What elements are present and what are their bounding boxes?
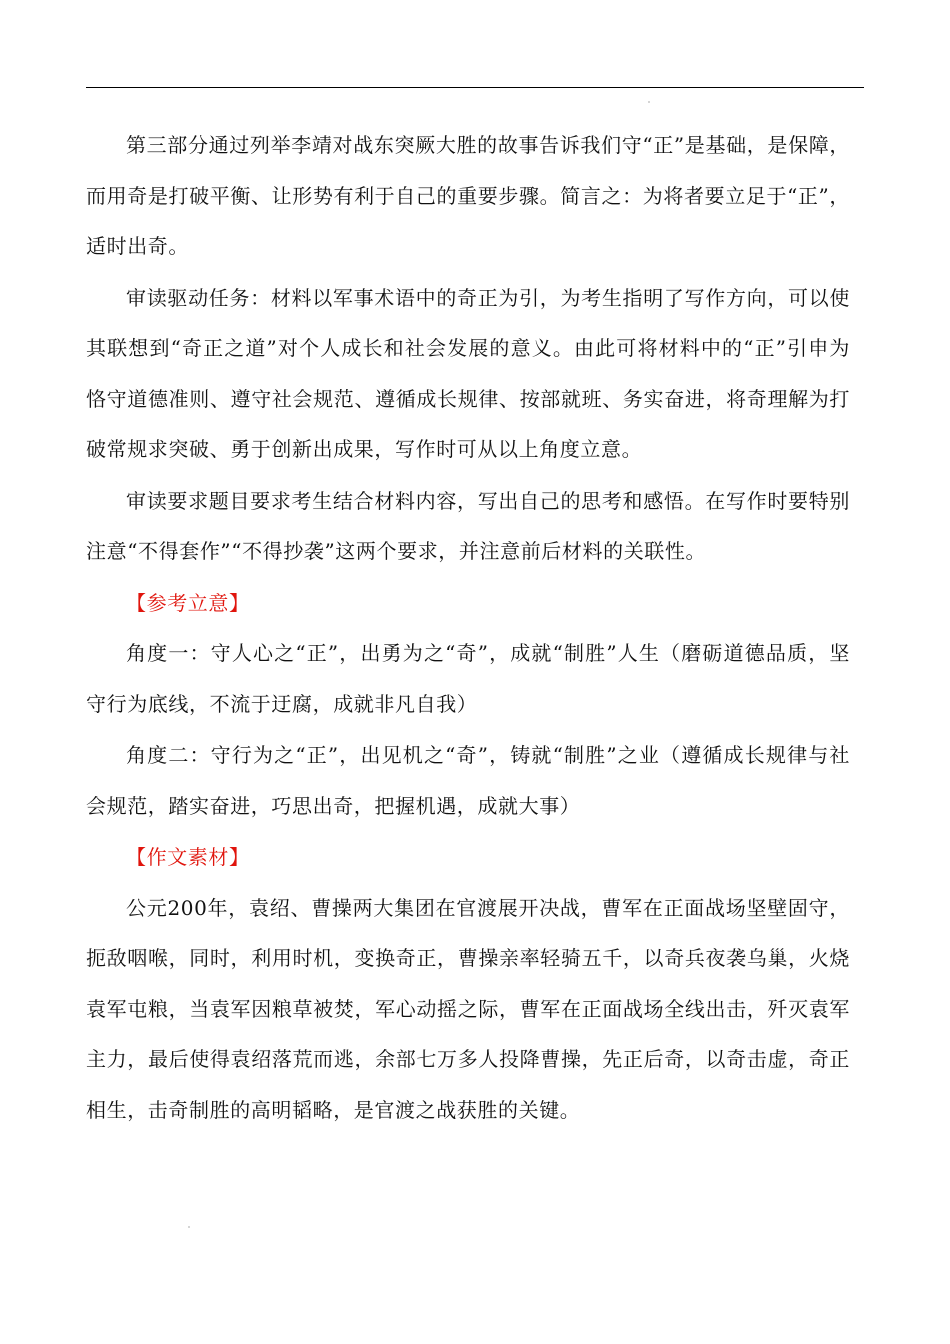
document-body	[86, 120, 850, 1136]
header-rule	[86, 87, 864, 88]
angle-two-paragraph: 角度二：守行为之“正”，出见机之“奇”，铸就“制胜”之业（遵循成长规律与社会规范，踏实奋进，巧思出奇，把握机遇，成就大事）	[86, 743, 850, 818]
heading-writing-material: 【作文素材】	[126, 845, 250, 869]
analysis-paragraph-part3: 第三部分通过列举李靖对战东突厥大胜的故事告诉我们守“正”是基础，是保障，而用奇是打破平衡、让形势有利于自己的重要步骤。简言之：为将者要立足于“正”，适时出奇。	[86, 133, 850, 258]
material-paragraph: 公元200年，袁绍、曹操两大集团在官渡展开决战，曹军在正面战场坚壁固守，扼敌咽喉，同时，利用时机，变换奇正，曹操亲率轻骑五千，以奇兵夜袭乌巢，火烧袁军屯粮，当袁军因粮草被焚，军心动摇之际，曹军在正面战场全线出击，歼灭袁军主力，最后使得袁绍落荒而逃，余部七万多人投降曹操，先正后奇，以奇击虚，奇正相生，击奇制胜的高明韬略，是官渡之战获胜的关键。	[86, 895, 850, 1122]
angle-one-paragraph: 角度一：守人心之“正”，出勇为之“奇”，成就“制胜”人生（磨砺道德品质，坚守行为底线，不流于迂腐，成就非凡自我）	[86, 641, 850, 716]
heading-reference-theme: 【参考立意】	[126, 590, 250, 615]
analysis-paragraph-requirement: 审读要求题目要求考生结合材料内容，写出自己的思考和感悟。在写作时要特别注意“不得套作”“不得抄袭”这两个要求，并注意前后材料的关联性。	[86, 488, 850, 563]
scan-speck	[188, 1226, 190, 1228]
scan-speck	[648, 101, 650, 103]
analysis-paragraph-task: 审读驱动任务：材料以军事术语中的奇正为引，为考生指明了写作方向，可以使其联想到“奇正之道”对个人成长和社会发展的意义。由此可将材料中的“正”引申为恪守道德准则、遵守社会规范、遵循成长规律、按部就班、务实奋进，将奇理解为打破常规求突破、勇于创新出成果，写作时可从以上角度立意。	[86, 285, 850, 461]
